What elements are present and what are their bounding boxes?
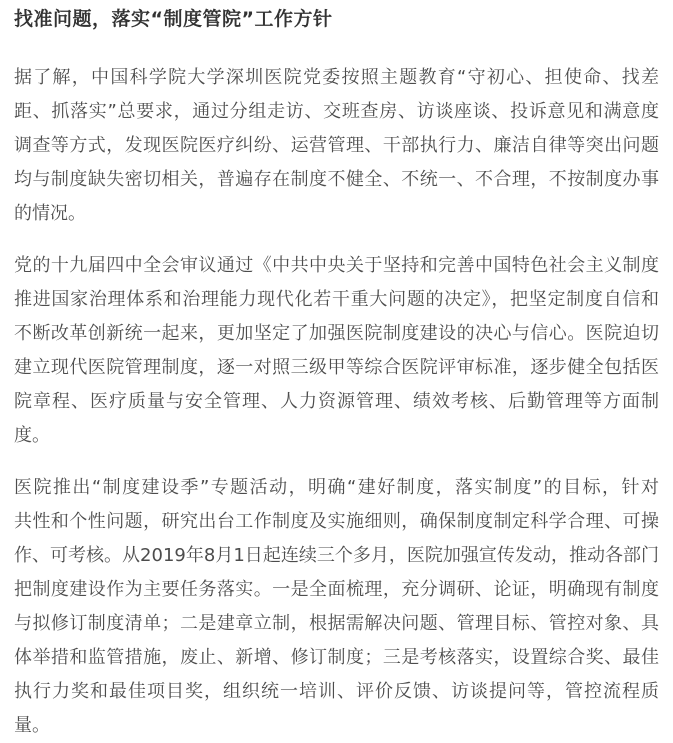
article-title: 找准问题，落实“制度管院”工作方针 — [14, 8, 333, 30]
paragraph — [14, 61, 659, 231]
text-line: 与拟修订制度清单；二是建章立制，根据需解决问题、管理目标、管控对象、具 — [14, 613, 659, 634]
text-line: 作、可考核。从2019年8月1日起连续三个多月，医院加强宣传发动，推动各部门 — [14, 545, 659, 566]
text-line: 体举措和监管措施，废止、新增、修订制度；三是考核落实，设置综合奖、最佳 — [14, 647, 659, 668]
text-line: 党的十九届四中全会审议通过《中共中央关于坚持和完善中国特色社会主义制度 — [14, 255, 659, 276]
text-line: 执行力奖和最佳项目奖，组织统一培训、评价反馈、访谈提问等，管控流程质 — [14, 681, 659, 702]
article-body — [14, 61, 659, 743]
text-line: 共性和个性问题，研究出台工作制度及实施细则，确保制度制定科学合理、可操 — [14, 511, 659, 532]
text-line: 建立现代医院管理制度，逐一对照三级甲等综合医院评审标准，逐步健全包括医 — [14, 357, 659, 378]
text-line: 不断改革创新统一起来，更加坚定了加强医院制度建设的决心与信心。医院迫切 — [14, 323, 659, 344]
text-line: 据了解，中国科学院大学深圳医院党委按照主题教育“守初心、担使命、找差 — [14, 67, 659, 88]
text-line: 院章程、医疗质量与安全管理、人力资源管理、绩效考核、后勤管理等方面制 — [14, 391, 659, 412]
paragraph — [14, 471, 659, 743]
paragraph — [14, 249, 659, 453]
text-line: 推进国家治理体系和治理能力现代化若干重大问题的决定》，把坚定制度自信和 — [14, 289, 659, 310]
text-line: 度。 — [14, 425, 50, 446]
text-line: 均与制度缺失密切相关，普遍存在制度不健全、不统一、不合理，不按制度办事 — [14, 169, 659, 190]
text-line: 医院推出“制度建设季”专题活动，明确“建好制度，落实制度”的目标，针对 — [14, 477, 659, 498]
text-line: 把制度建设作为主要任务落实。一是全面梳理，充分调研、论证，明确现有制度 — [14, 579, 659, 600]
text-line: 距、抓落实”总要求，通过分组走访、交班查房、访谈座谈、投诉意见和满意度 — [14, 101, 659, 122]
text-line: 量。 — [14, 715, 50, 736]
text-line: 的情况。 — [14, 203, 86, 224]
text-line: 调查等方式，发现医院医疗纠纷、运营管理、干部执行力、廉洁自律等突出问题 — [14, 135, 659, 156]
